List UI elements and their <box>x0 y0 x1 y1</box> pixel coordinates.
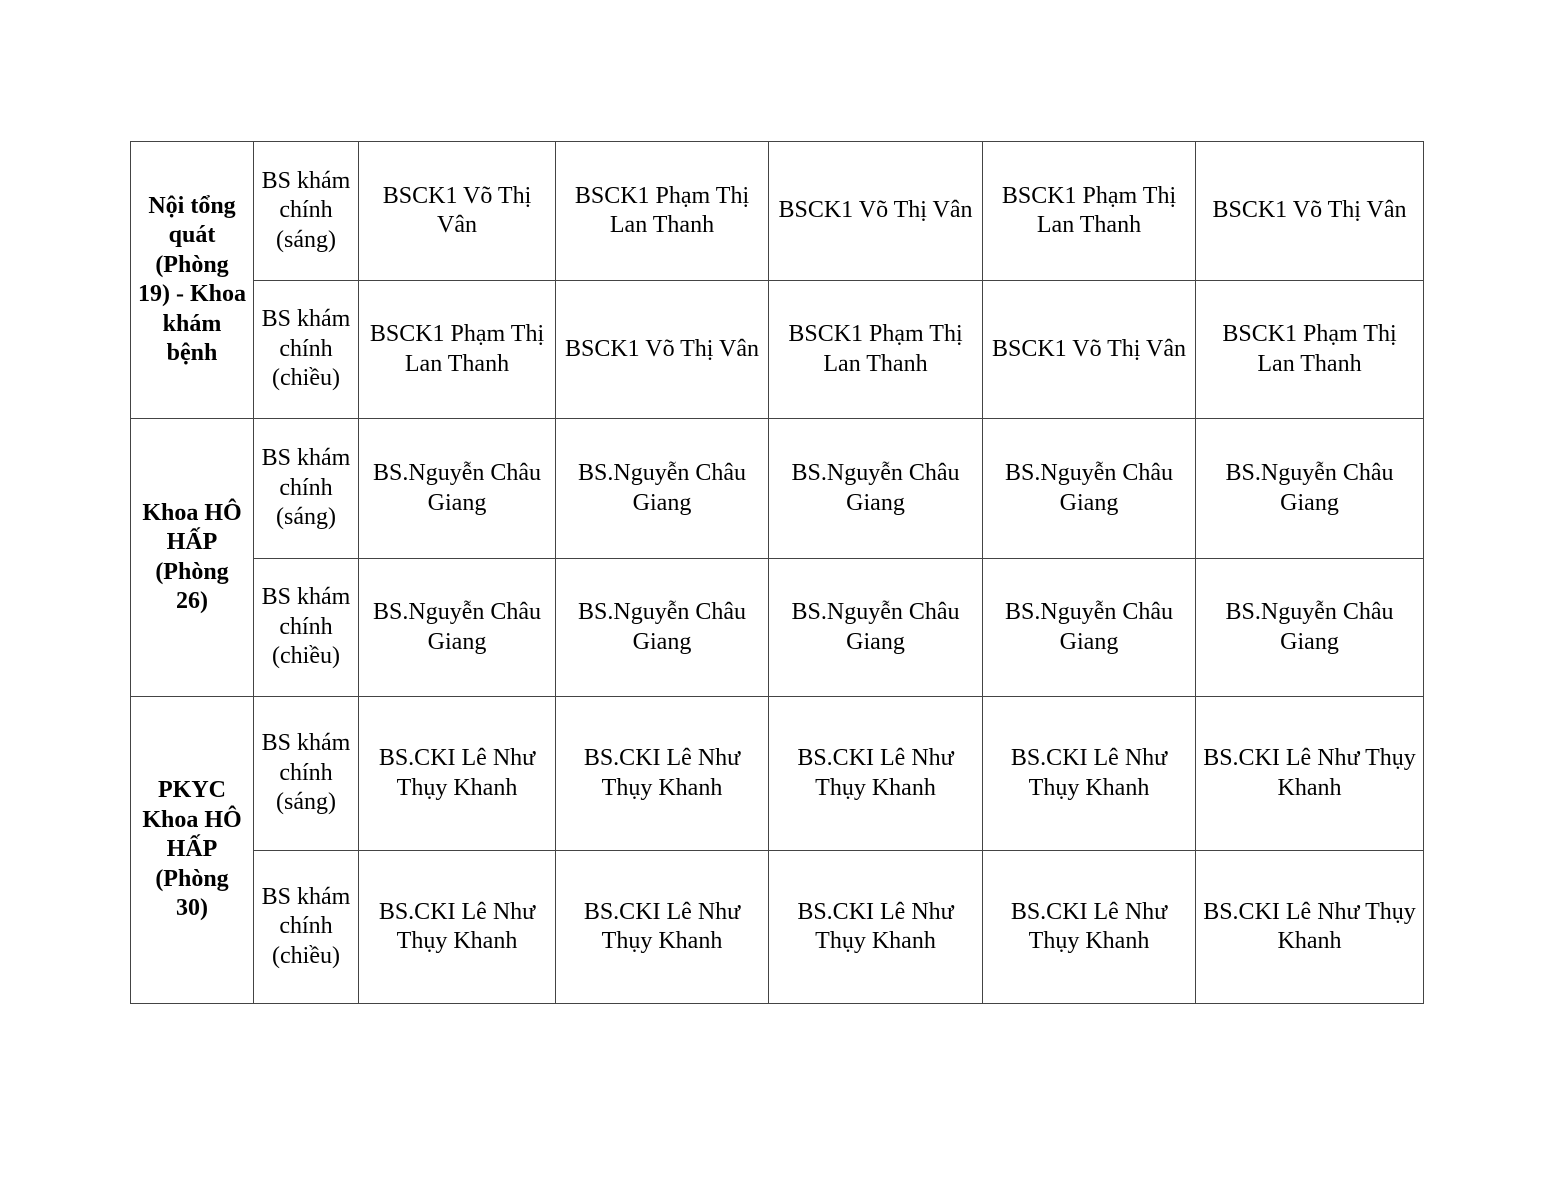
doctor-cell: BSCK1 Võ Thị Vân <box>983 281 1196 419</box>
table-row <box>131 419 1424 559</box>
shift-cell: BS khám chính (sáng) <box>254 419 359 559</box>
department-cell: Khoa HÔ HẤP (Phòng 26) <box>131 419 254 697</box>
doctor-cell: BSCK1 Võ Thị Vân <box>769 142 983 281</box>
doctor-cell: BS.Nguyễn Châu Giang <box>1196 559 1424 697</box>
doctor-cell: BS.CKI Lê Như Thụy Khanh <box>769 851 983 1004</box>
doctor-cell: BSCK1 Võ Thị Vân <box>359 142 556 281</box>
doctor-cell: BS.Nguyễn Châu Giang <box>769 559 983 697</box>
doctor-cell: BS.CKI Lê Như Thụy Khanh <box>983 851 1196 1004</box>
doctor-cell: BSCK1 Võ Thị Vân <box>1196 142 1424 281</box>
department-cell: PKYC Khoa HÔ HẤP (Phòng 30) <box>131 697 254 1004</box>
doctor-cell: BS.Nguyễn Châu Giang <box>556 419 769 559</box>
doctor-cell: BS.CKI Lê Như Thụy Khanh <box>359 697 556 851</box>
shift-cell: BS khám chính (sáng) <box>254 142 359 281</box>
doctor-cell: BSCK1 Phạm Thị Lan Thanh <box>359 281 556 419</box>
table-row <box>131 851 1424 1004</box>
doctor-cell: BSCK1 Võ Thị Vân <box>556 281 769 419</box>
doctor-cell: BS.Nguyễn Châu Giang <box>359 419 556 559</box>
doctor-cell: BS.CKI Lê Như Thụy Khanh <box>769 697 983 851</box>
doctor-cell: BSCK1 Phạm Thị Lan Thanh <box>769 281 983 419</box>
shift-cell: BS khám chính (chiều) <box>254 281 359 419</box>
doctor-cell: BS.CKI Lê Như Thụy Khanh <box>556 697 769 851</box>
department-cell: Nội tổng quát (Phòng 19) - Khoa khám bệnh <box>131 142 254 419</box>
shift-cell: BS khám chính (sáng) <box>254 697 359 851</box>
doctor-cell: BS.Nguyễn Châu Giang <box>983 559 1196 697</box>
doctor-cell: BS.CKI Lê Như Thụy Khanh <box>359 851 556 1004</box>
shift-cell: BS khám chính (chiều) <box>254 851 359 1004</box>
doctor-cell: BSCK1 Phạm Thị Lan Thanh <box>983 142 1196 281</box>
doctor-cell: BSCK1 Phạm Thị Lan Thanh <box>1196 281 1424 419</box>
table-row <box>131 697 1424 851</box>
doctor-schedule-table <box>130 141 1424 1004</box>
doctor-cell: BS.Nguyễn Châu Giang <box>1196 419 1424 559</box>
doctor-cell: BS.Nguyễn Châu Giang <box>556 559 769 697</box>
doctor-cell: BS.Nguyễn Châu Giang <box>359 559 556 697</box>
doctor-cell: BS.Nguyễn Châu Giang <box>983 419 1196 559</box>
doctor-cell: BSCK1 Phạm Thị Lan Thanh <box>556 142 769 281</box>
table-row <box>131 281 1424 419</box>
doctor-cell: BS.Nguyễn Châu Giang <box>769 419 983 559</box>
table-row <box>131 142 1424 281</box>
doctor-cell: BS.CKI Lê Như Thụy Khanh <box>1196 697 1424 851</box>
doctor-cell: BS.CKI Lê Như Thụy Khanh <box>983 697 1196 851</box>
shift-cell: BS khám chính (chiều) <box>254 559 359 697</box>
doctor-cell: BS.CKI Lê Như Thụy Khanh <box>556 851 769 1004</box>
doctor-cell: BS.CKI Lê Như Thụy Khanh <box>1196 851 1424 1004</box>
table-row <box>131 559 1424 697</box>
